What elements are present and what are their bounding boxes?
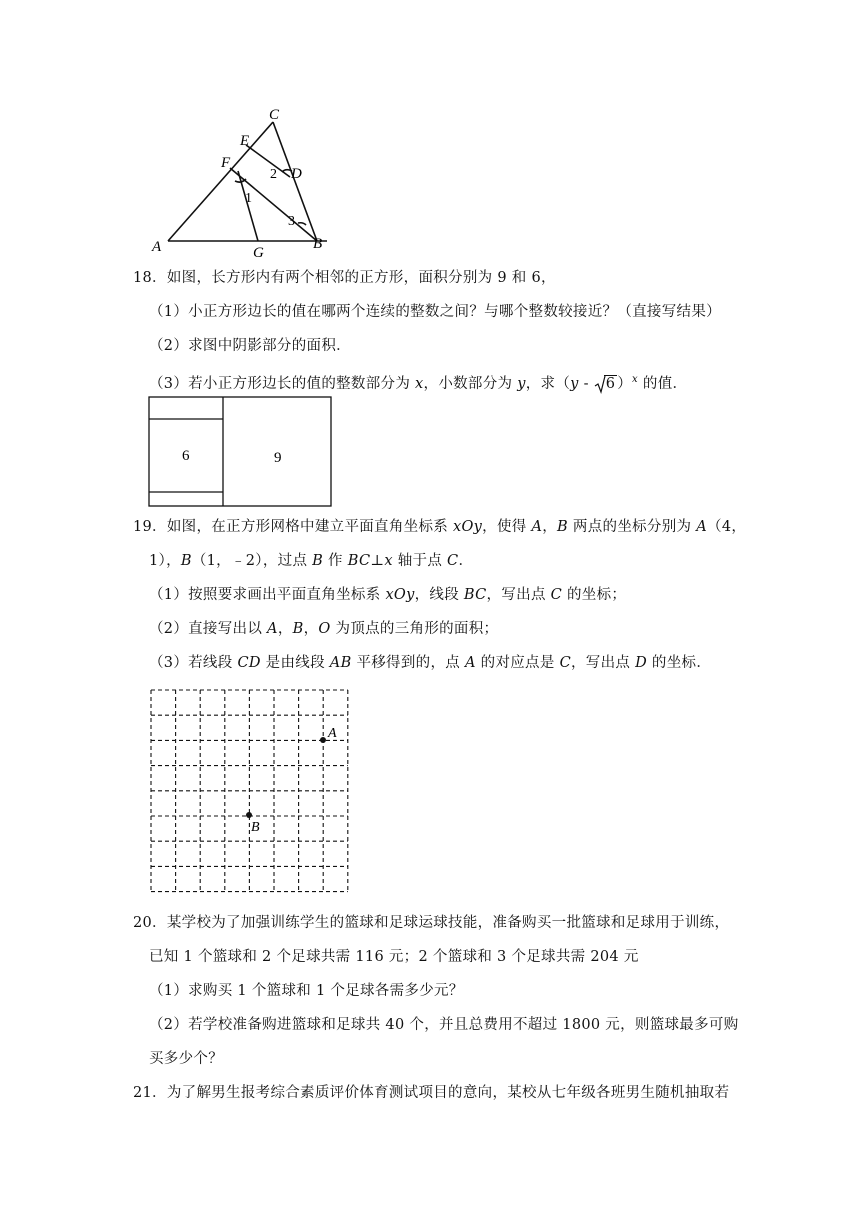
q20-part2: （2）若学校准备购进篮球和足球共 40 个，并且总费用不超过 1800 元，则篮球最多可购 (149, 1017, 739, 1033)
label-D: D (291, 166, 302, 182)
q20-part2-cont: 买多少个？ (149, 1051, 223, 1067)
q20-part1: （1）求购买 1 个篮球和 1 个足球各需多少元？ (149, 983, 464, 999)
angle-2-label: 2 (270, 167, 277, 182)
grid-figure (148, 687, 353, 897)
point-B-label: B (251, 820, 260, 835)
q18-part1: （1）小正方形边长的值在哪两个连续的整数之间？与哪个整数较接近？（直接写结果） (149, 304, 721, 320)
q19-part3: （3）若线段 CD 是由线段 AB 平移得到的，点 A 的对应点是 C，写出点 D 的坐标． (149, 655, 712, 671)
q19-line1: 19．如图，在正方形网格中建立平面直角坐标系 xOy，使得 A，B 两点的坐标分别为 A（4， (133, 519, 747, 535)
label-C: C (269, 107, 280, 123)
angle-1-label: 1 (245, 191, 252, 206)
q19-part1: （1）按照要求画出平面直角坐标系 xOy，线段 BC，写出点 C 的坐标； (149, 587, 627, 603)
q18-part2: （2）求图中阴影部分的面积． (149, 338, 351, 354)
q21-line1: 21．为了解男生报考综合素质评价体育测试项目的意向，某校从七年级各班男生随机抽取若 (133, 1085, 730, 1101)
small-square-area: 6 (182, 448, 190, 464)
q18-intro: 18．如图，长方形内有两个相邻的正方形，面积分别为 9 和 6， (133, 270, 556, 286)
label-G: G (253, 245, 264, 260)
q20-line1: 20．某学校为了加强训练学生的篮球和足球运球技能，准备购买一批篮球和足球用于训练， (133, 915, 730, 931)
q18-part3: （3）若小正方形边长的值的整数部分为 x，小数部分为 y，求（y - 6 ）$^x$ 的值． (149, 374, 688, 392)
q19-part2: （2）直接写出以 A，B，O 为顶点的三角形的面积； (149, 621, 499, 637)
point-B (246, 812, 252, 818)
sqrt-symbol: 6 (594, 374, 618, 394)
label-A: A (152, 239, 162, 255)
label-B: B (313, 236, 323, 252)
point-A (320, 737, 326, 743)
label-E: E (240, 133, 250, 149)
point-A-label: A (328, 726, 337, 741)
q20-line2: 已知 1 个篮球和 2 个足球共需 116 元；2 个篮球和 3 个足球共需 204 元 (149, 949, 639, 965)
rectangle-figure (148, 396, 334, 508)
label-F: F (221, 155, 231, 171)
big-square-area: 9 (274, 450, 282, 466)
angle-3-label: 3 (288, 214, 295, 229)
triangle-figure (145, 105, 335, 260)
q19-line2: 1），B（1，﹣2），过点 B 作 BC⊥x 轴于点 C． (149, 553, 474, 569)
